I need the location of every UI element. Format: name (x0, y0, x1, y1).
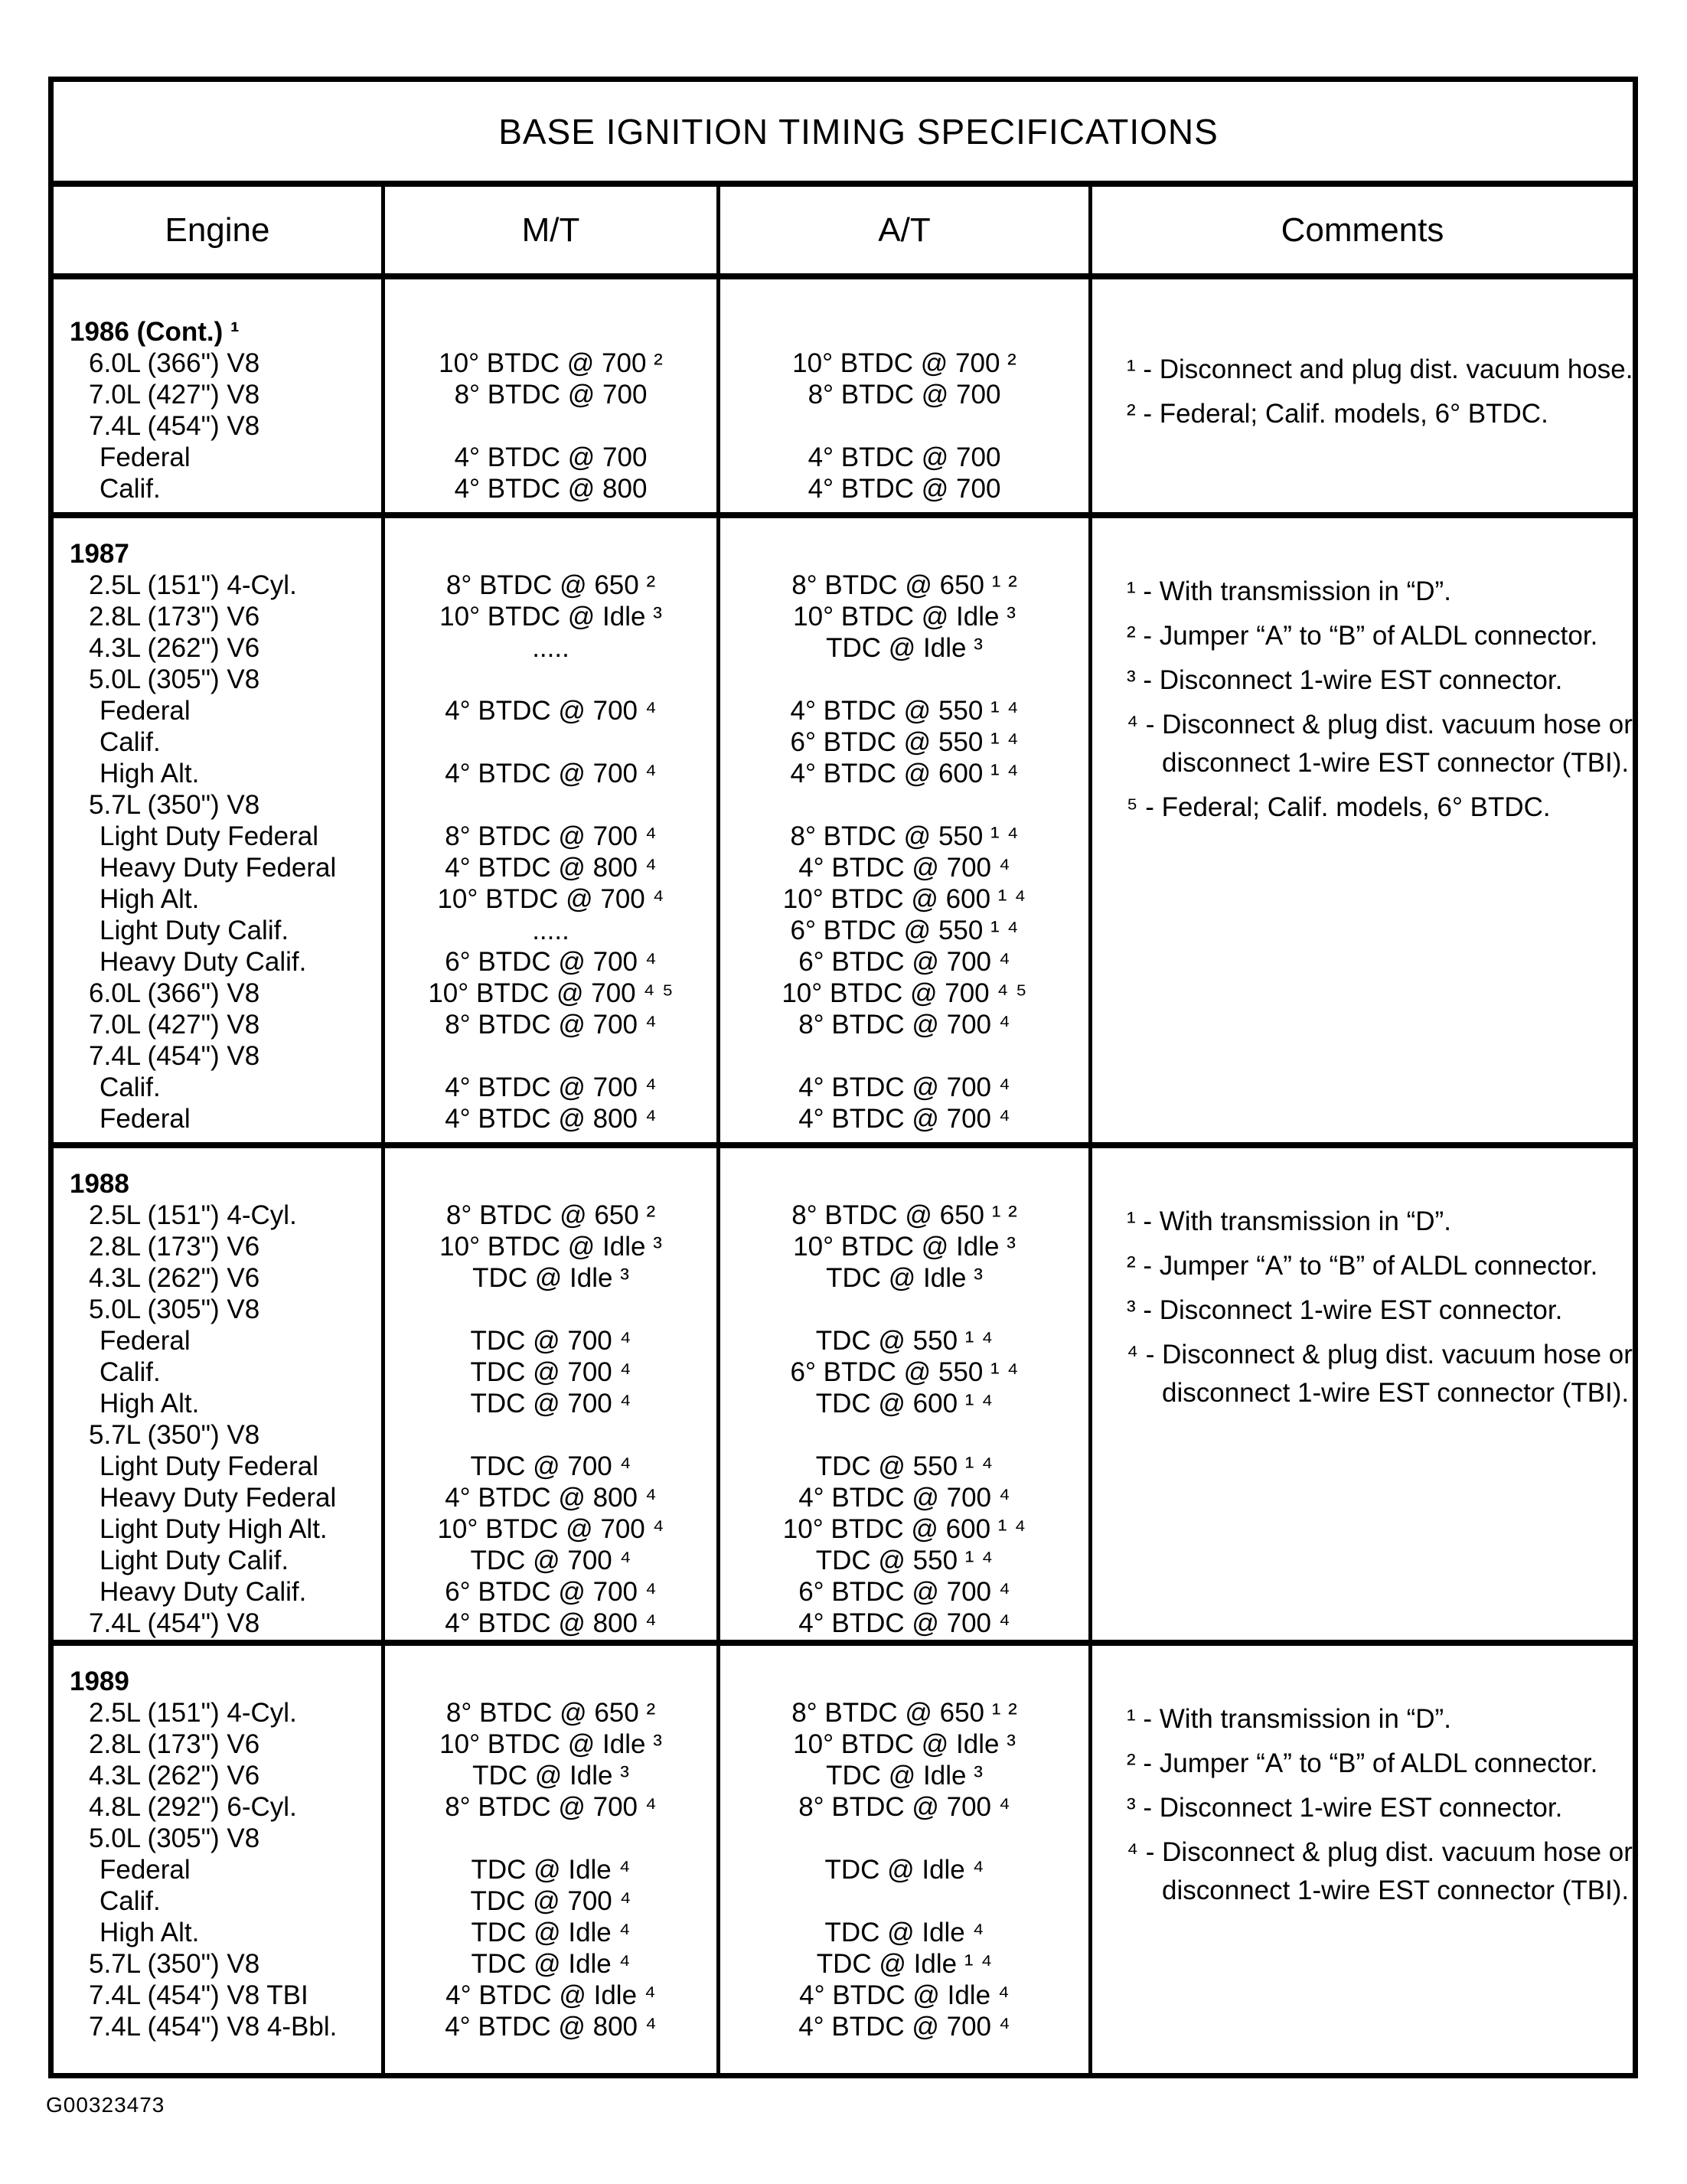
figure-code: G00323473 (46, 2093, 165, 2117)
at-value (720, 664, 1088, 695)
engine-name: Calif. (100, 474, 161, 504)
mt-value: TDC @ 700 ⁴ (470, 1389, 631, 1418)
mt-value: 4° BTDC @ 800 ⁴ (445, 1104, 657, 1134)
engine-name: Light Duty High Alt. (100, 1514, 328, 1544)
mt-value: 8° BTDC @ 700 ⁴ (445, 1792, 657, 1822)
mt-value: 4° BTDC @ 700 ⁴ (445, 696, 657, 726)
at-value: 6° BTDC @ 700 ⁴ (798, 1577, 1010, 1607)
at-value: TDC @ 600 ¹ ⁴ (815, 1389, 994, 1418)
mt-value (385, 1040, 716, 1072)
at-value: 6° BTDC @ 550 ¹ ⁴ (790, 1357, 1019, 1387)
engine-name: 7.0L (427") V8 (89, 380, 260, 410)
engine-name: Light Duty Federal (100, 1451, 318, 1481)
at-value: TDC @ 550 ¹ ⁴ (815, 1326, 994, 1356)
engine-name: 2.5L (151") 4-Cyl. (89, 570, 297, 600)
engine-name: 6.0L (366") V8 (89, 978, 260, 1008)
comments-column (1092, 518, 1633, 1142)
at-value: 8° BTDC @ 700 (808, 380, 1001, 410)
at-value: 10° BTDC @ Idle ³ (793, 1232, 1016, 1262)
comment-line: disconnect 1-wire EST connector (TBI). (1162, 748, 1630, 778)
engine-name: 2.8L (173") V6 (89, 1729, 260, 1759)
at-value: 10° BTDC @ Idle ³ (793, 1729, 1016, 1759)
comment-line: ² - Federal; Calif. models, 6° BTDC. (1127, 399, 1548, 429)
engine-name: Heavy Duty Calif. (100, 947, 307, 977)
mt-value: 6° BTDC @ 700 ⁴ (445, 1577, 657, 1607)
engine-name: High Alt. (100, 759, 200, 788)
table-title-row (54, 82, 1633, 187)
at-value: 4° BTDC @ 700 ⁴ (798, 1483, 1010, 1513)
at-value (720, 1040, 1088, 1072)
at-value: 8° BTDC @ 650 ¹ ² (791, 1698, 1017, 1728)
mt-value: TDC @ Idle ³ (472, 1761, 629, 1791)
mt-column (385, 1646, 720, 2073)
engine-name: 7.4L (454") V8 4-Bbl. (89, 2012, 338, 2042)
mt-value: 10° BTDC @ 700 ² (439, 348, 663, 378)
at-value: 8° BTDC @ 700 ⁴ (798, 1010, 1010, 1040)
comment-line: ³ - Disconnect 1-wire EST connector. (1127, 1793, 1563, 1823)
mt-value (385, 410, 716, 442)
mt-value: 8° BTDC @ 700 ⁴ (445, 821, 657, 851)
engine-name: 7.4L (454") V8 TBI (89, 1980, 308, 2010)
mt-value: 6° BTDC @ 700 ⁴ (445, 947, 657, 977)
year-label: 1988 (70, 1169, 129, 1199)
engine-name: Federal (100, 1104, 191, 1134)
at-blank-line (720, 1168, 1088, 1200)
at-value: 4° BTDC @ 700 ⁴ (798, 2012, 1010, 2042)
engine-name: 4.3L (262") V6 (89, 1263, 260, 1293)
comment-line: ¹ - With transmission in “D”. (1127, 576, 1451, 606)
comment-line: ¹ - With transmission in “D”. (1127, 1206, 1451, 1236)
comment-line: ¹ - Disconnect and plug dist. vacuum hose. (1127, 354, 1633, 384)
mt-value (385, 789, 716, 821)
mt-value (385, 664, 716, 695)
at-value: 10° BTDC @ Idle ³ (793, 602, 1016, 632)
mt-value (385, 1823, 716, 1854)
comment-line: ¹ - With transmission in “D”. (1127, 1704, 1451, 1734)
engine-name: 2.5L (151") 4-Cyl. (89, 1200, 297, 1230)
mt-column (385, 1148, 720, 1640)
comment-line: ² - Jumper “A” to “B” of ALDL connector. (1127, 621, 1598, 651)
mt-value: TDC @ 700 ⁴ (470, 1886, 631, 1916)
at-value: 6° BTDC @ 700 ⁴ (798, 947, 1010, 977)
engine-name: Calif. (100, 727, 161, 757)
engine-name: 7.4L (454") V8 (89, 1041, 260, 1071)
engine-name: Light Duty Calif. (100, 916, 289, 945)
engine-column (54, 1148, 385, 1640)
year-section (54, 279, 1633, 518)
mt-blank-line (385, 316, 716, 348)
mt-value: 10° BTDC @ Idle ³ (439, 1729, 662, 1759)
mt-value: TDC @ 700 ⁴ (470, 1357, 631, 1387)
comment-line: ³ - Disconnect 1-wire EST connector. (1127, 665, 1563, 695)
mt-column (385, 518, 720, 1142)
mt-value: 10° BTDC @ 700 ⁴ (437, 1514, 664, 1544)
mt-value: TDC @ 700 ⁴ (470, 1546, 631, 1575)
mt-value: 4° BTDC @ 800 ⁴ (445, 2012, 657, 2042)
at-blank-line (720, 316, 1088, 348)
engine-column (54, 279, 385, 512)
engine-column (54, 518, 385, 1142)
at-value: 4° BTDC @ 700 (808, 442, 1001, 472)
comment-line: ² - Jumper “A” to “B” of ALDL connector. (1127, 1748, 1598, 1778)
mt-value: 10° BTDC @ 700 ⁴ ⁵ (428, 978, 674, 1008)
at-value: 8° BTDC @ 700 ⁴ (798, 1792, 1010, 1822)
engine-name: 4.3L (262") V6 (89, 633, 260, 663)
at-value: TDC @ 550 ¹ ⁴ (815, 1546, 994, 1575)
mt-value: 4° BTDC @ Idle ⁴ (445, 1980, 656, 2010)
comment-line: ⁴ - Disconnect & plug dist. vacuum hose or (1127, 1837, 1633, 1867)
year-label: 1989 (70, 1667, 129, 1696)
at-value: 8° BTDC @ 650 ¹ ² (791, 570, 1017, 600)
at-value: TDC @ Idle ³ (826, 1761, 983, 1791)
mt-value: TDC @ Idle ³ (472, 1263, 629, 1293)
mt-value: 4° BTDC @ 700 (454, 442, 648, 472)
engine-name: 2.5L (151") 4-Cyl. (89, 1698, 297, 1728)
at-value: 10° BTDC @ 600 ¹ ⁴ (782, 1514, 1026, 1544)
at-value: 4° BTDC @ 700 ⁴ (798, 1608, 1010, 1638)
at-column (720, 518, 1092, 1142)
mt-value: ..... (532, 916, 569, 945)
at-value: 8° BTDC @ 650 ¹ ² (791, 1200, 1017, 1230)
mt-value: 10° BTDC @ Idle ³ (439, 602, 662, 632)
mt-blank-line (385, 1666, 716, 1697)
year-label: 1986 (Cont.) ¹ (70, 317, 240, 347)
mt-value: ..... (532, 633, 569, 663)
year-section (54, 1148, 1633, 1646)
engine-name: Federal (100, 1326, 191, 1356)
engine-name: 2.8L (173") V6 (89, 602, 260, 632)
at-value (720, 1823, 1088, 1854)
mt-value (385, 1294, 716, 1325)
at-value: TDC @ Idle ³ (826, 633, 983, 663)
at-value: 4° BTDC @ 700 ⁴ (798, 1104, 1010, 1134)
at-value: 10° BTDC @ 700 ² (792, 348, 1016, 378)
engine-name: Calif. (100, 1886, 161, 1916)
engine-name: Federal (100, 442, 191, 472)
engine-name: 4.3L (262") V6 (89, 1761, 260, 1791)
table-header-row (54, 187, 1633, 279)
comments-column (1092, 1646, 1633, 2073)
engine-name: Heavy Duty Federal (100, 853, 337, 883)
engine-name: 5.7L (350") V8 (89, 790, 260, 820)
column-header-comments: Comments (1281, 211, 1444, 249)
mt-value: 10° BTDC @ Idle ³ (439, 1232, 662, 1262)
at-column (720, 1148, 1092, 1640)
at-column (720, 1646, 1092, 2073)
at-value: TDC @ Idle ⁴ (824, 1855, 984, 1885)
mt-value: 4° BTDC @ 700 ⁴ (445, 1072, 657, 1102)
engine-name: 2.8L (173") V6 (89, 1232, 260, 1262)
mt-value: 4° BTDC @ 800 (454, 474, 648, 504)
comment-line: ⁴ - Disconnect & plug dist. vacuum hose or (1127, 710, 1633, 739)
mt-value: 8° BTDC @ 650 ² (445, 1200, 656, 1230)
at-blank-line (720, 1666, 1088, 1697)
mt-value: TDC @ Idle ⁴ (471, 1949, 631, 1979)
engine-name: Heavy Duty Federal (100, 1483, 337, 1513)
table-title: BASE IGNITION TIMING SPECIFICATIONS (498, 111, 1219, 152)
at-value: 4° BTDC @ 550 ¹ ⁴ (790, 696, 1019, 726)
engine-name: 7.4L (454") V8 (89, 411, 260, 441)
comment-line: ⁵ - Federal; Calif. models, 6° BTDC. (1127, 792, 1551, 822)
at-value: 10° BTDC @ 600 ¹ ⁴ (782, 884, 1026, 914)
mt-value (385, 1419, 716, 1451)
engine-name: High Alt. (100, 884, 200, 914)
comments-column (1092, 279, 1633, 512)
comment-line: disconnect 1-wire EST connector (TBI). (1162, 1378, 1630, 1408)
at-value (720, 1885, 1088, 1917)
at-value (720, 1419, 1088, 1451)
mt-column (385, 279, 720, 512)
at-value: TDC @ Idle ¹ ⁴ (816, 1949, 993, 1979)
engine-name: Heavy Duty Calif. (100, 1577, 307, 1607)
engine-column (54, 1646, 385, 2073)
at-value: TDC @ Idle ⁴ (824, 1918, 984, 1947)
at-value (720, 1294, 1088, 1325)
comment-line: ⁴ - Disconnect & plug dist. vacuum hose or (1127, 1340, 1633, 1369)
at-value: 10° BTDC @ 700 ⁴ ⁵ (782, 978, 1027, 1008)
mt-value: 8° BTDC @ 700 (454, 380, 648, 410)
at-column (720, 279, 1092, 512)
at-value: 4° BTDC @ 700 ⁴ (798, 1072, 1010, 1102)
engine-name: 4.8L (292") 6-Cyl. (89, 1792, 297, 1822)
at-value (720, 410, 1088, 442)
engine-name: Light Duty Calif. (100, 1546, 289, 1575)
year-section (54, 1646, 1633, 2073)
mt-value: TDC @ Idle ⁴ (471, 1918, 631, 1947)
engine-name: 5.7L (350") V8 (89, 1420, 260, 1450)
engine-name: Federal (100, 696, 191, 726)
mt-value: 4° BTDC @ 800 ⁴ (445, 1483, 657, 1513)
engine-name: 5.0L (305") V8 (89, 1294, 260, 1324)
engine-name: 7.0L (427") V8 (89, 1010, 260, 1040)
mt-value: TDC @ 700 ⁴ (470, 1326, 631, 1356)
comment-line: ³ - Disconnect 1-wire EST connector. (1127, 1295, 1563, 1325)
mt-value: 10° BTDC @ 700 ⁴ (437, 884, 664, 914)
comment-line: disconnect 1-wire EST connector (TBI). (1162, 1875, 1630, 1905)
column-header-at: A/T (720, 187, 1092, 273)
comments-column (1092, 1148, 1633, 1640)
mt-value: 4° BTDC @ 800 ⁴ (445, 853, 657, 883)
at-value: 8° BTDC @ 550 ¹ ⁴ (790, 821, 1019, 851)
at-value: 4° BTDC @ 600 ¹ ⁴ (790, 759, 1019, 788)
mt-value: TDC @ 700 ⁴ (470, 1451, 631, 1481)
engine-name: 6.0L (366") V8 (89, 348, 260, 378)
mt-value: 4° BTDC @ 800 ⁴ (445, 1608, 657, 1638)
at-value: 4° BTDC @ 700 ⁴ (798, 853, 1010, 883)
mt-value: TDC @ Idle ⁴ (471, 1855, 631, 1885)
engine-name: High Alt. (100, 1918, 200, 1947)
at-blank-line (720, 538, 1088, 570)
engine-name: 7.4L (454") V8 (89, 1608, 260, 1638)
engine-name: High Alt. (100, 1389, 200, 1418)
at-value (720, 789, 1088, 821)
at-value: 4° BTDC @ Idle ⁴ (799, 1980, 1010, 2010)
year-label: 1987 (70, 539, 129, 569)
table-sections (54, 279, 1633, 2073)
engine-name: Federal (100, 1855, 191, 1885)
at-value: 6° BTDC @ 550 ¹ ⁴ (790, 916, 1019, 945)
mt-value: 4° BTDC @ 700 ⁴ (445, 759, 657, 788)
engine-name: 5.7L (350") V8 (89, 1949, 260, 1979)
column-header-engine: Engine (54, 187, 385, 273)
mt-value: 8° BTDC @ 700 ⁴ (445, 1010, 657, 1040)
at-value: 4° BTDC @ 700 (808, 474, 1001, 504)
at-value: TDC @ 550 ¹ ⁴ (815, 1451, 994, 1481)
year-section (54, 518, 1633, 1148)
mt-value (385, 726, 716, 758)
engine-name: Light Duty Federal (100, 821, 318, 851)
mt-value: 8° BTDC @ 650 ² (445, 570, 656, 600)
engine-name: Calif. (100, 1357, 161, 1387)
at-value: TDC @ Idle ³ (826, 1263, 983, 1293)
mt-blank-line (385, 1168, 716, 1200)
mt-value: 8° BTDC @ 650 ² (445, 1698, 656, 1728)
engine-name: 5.0L (305") V8 (89, 1823, 260, 1853)
comment-line: ² - Jumper “A” to “B” of ALDL connector. (1127, 1251, 1598, 1281)
mt-blank-line (385, 538, 716, 570)
engine-name: 5.0L (305") V8 (89, 664, 260, 694)
engine-name: Calif. (100, 1072, 161, 1102)
column-header-mt: M/T (385, 187, 720, 273)
at-value: 6° BTDC @ 550 ¹ ⁴ (790, 727, 1019, 757)
spec-table (48, 77, 1638, 2078)
